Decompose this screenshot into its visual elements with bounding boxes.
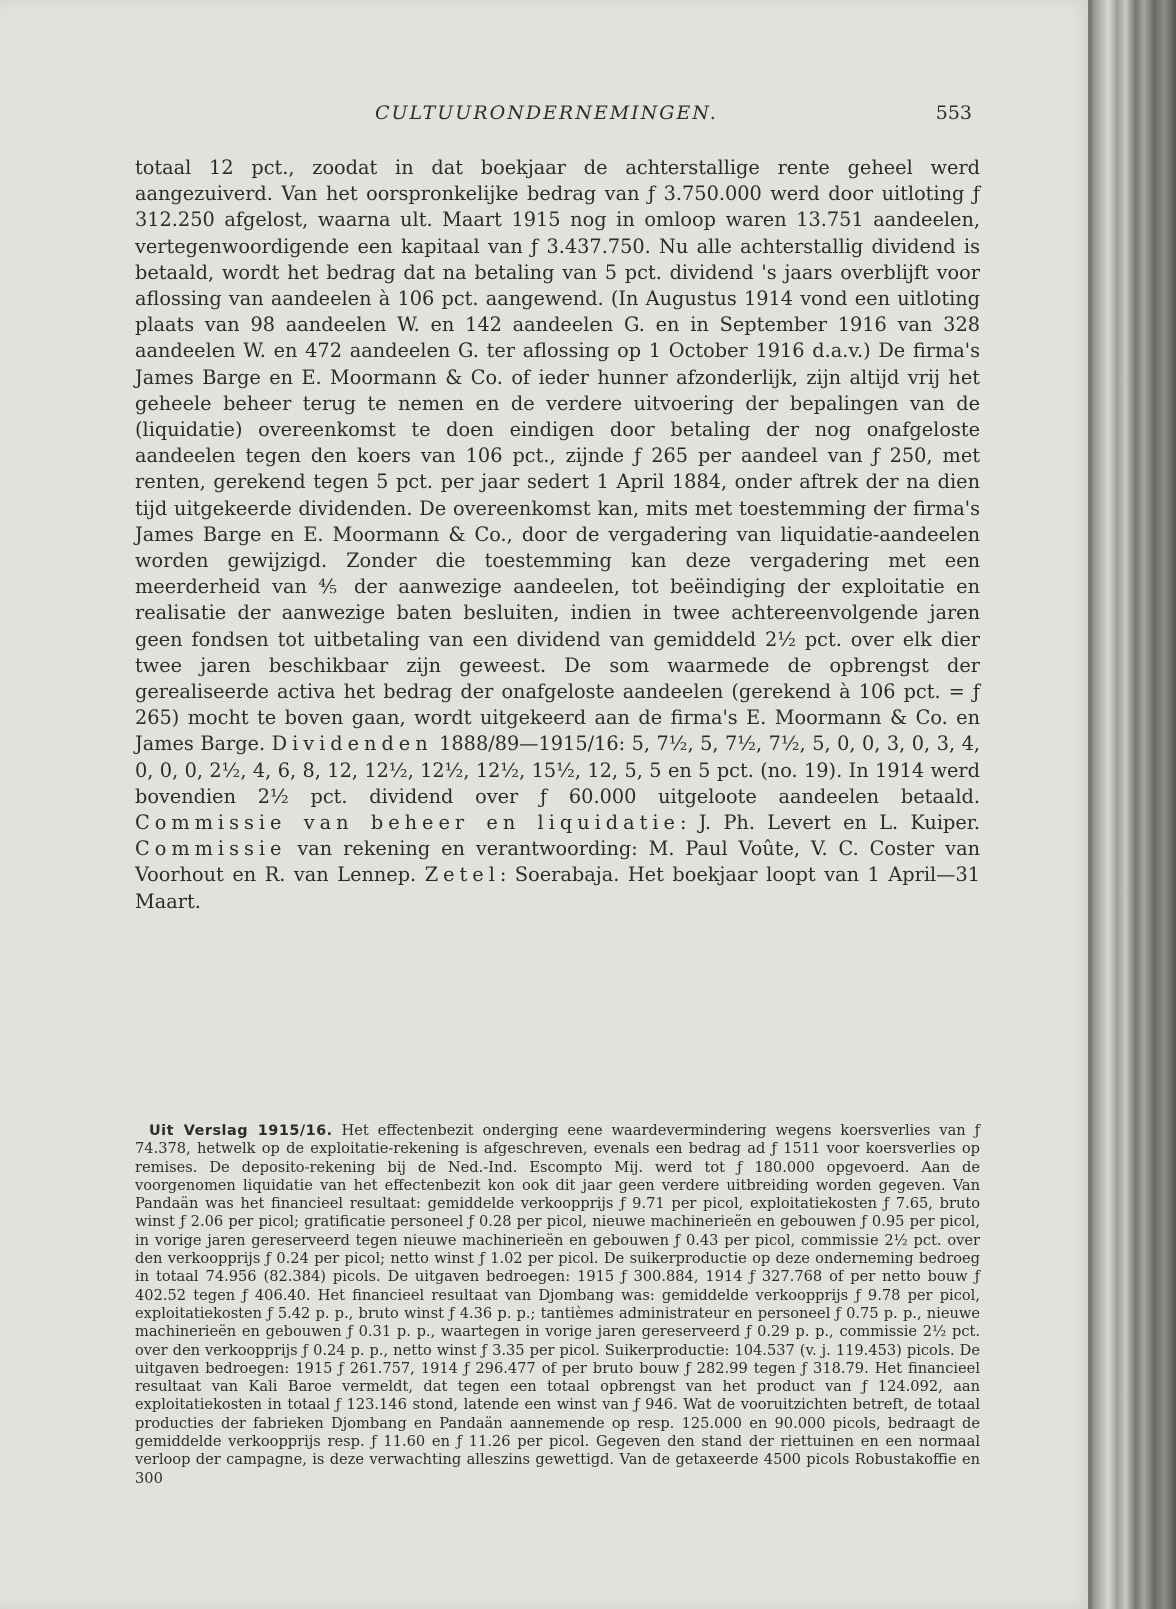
page-number: 553 [935,102,972,124]
label-commissie-beheer: Commissie van beheer en liquidatie [135,811,680,835]
verslag-paragraph [135,1122,980,1488]
label-zetel: Zetel [424,863,500,887]
verslag-text: Het effectenbezit onderging eene waardevermindering wegens koersverlies van ƒ 74.378, hetwelk op de exploitatie-rekening is afgeschreven, evenals een bedrag ad ƒ 1511 voor koersverlies op remises. De deposito-rekening bij de Ned.-Ind. Escompto Mij. werd tot ƒ 180.000 opgevoerd. Aan de voorgenomen liquidatie van het effectenbezit kon ook dit jaar geen verdere uitbreiding worden gegeven. Van Pandaän was het financieel resultaat: gemiddelde verkoopprijs ƒ 9.71 per picol, exploitatiekosten ƒ 7.65, bruto winst ƒ 2.06 per picol; gratificatie personeel ƒ 0.28 per picol, nieuwe machinerieën en gebouwen ƒ 0.95 per picol, in vorige jaren gereserveerd tegen nieuwe machinerieën en gebouwen ƒ 0.43 per picol, commissie 2½ pct. over den verkoopprijs ƒ 0.24 per picol; netto winst ƒ 1.02 per picol. De suikerproductie op deze onderneming bedroeg in totaal 74.956 (82.384) picols. De uitgaven bedroegen: 1915 ƒ 300.884, 1914 ƒ 327.768 of per netto bouw ƒ 402.52 tegen ƒ 406.40. Het financieel resultaat van Djombang was: gemiddelde verkoopprijs ƒ 9.78 per picol, exploitatiekosten ƒ 5.42 p. p., bruto winst ƒ 4.36 p. p.; tantièmes administrateur en personeel ƒ 0.75 p. p., nieuwe machinerieën en gebouwen ƒ 0.31 p. p., waartegen in vorige jaren gereserveerd ƒ 0.29 p. p., commissie 2½ pct. over den verkoopprijs ƒ 0.24 p. p., netto winst ƒ 3.35 per picol. Suikerproductie: 104.537 (v. j. 119.453) picols. De uitgaven bedroegen: 1915 ƒ 261.757, 1914 ƒ 296.477 of per bruto bouw ƒ 282.99 tegen ƒ 318.79. Het financieel resultaat van Kali Baroe vermeldt, dat tegen een totaal opbrengst van het product van ƒ 124.092, aan exploitatiekosten in totaal ƒ 123.146 stond, latende een winst van ƒ 946. Wat de vooruitzichten betreft, de totaal producties der fabrieken Djombang en Pandaän aannemende op resp. 125.000 en 90.000 picols, bedraagt de gemiddelde verkoopprijs resp. ƒ 11.60 en ƒ 11.26 per picol. Gegeven den stand der riettuinen en een normaal verloop der campagne, is deze verwachting alleszins gewettigd. Van de getaxeerde 4500 picols Robustakoffie en 300 [135,1122,980,1487]
verslag-label: Uit Verslag 1915/16. [149,1123,333,1139]
text-part-3: : J. Ph. Levert en L. Kuiper. [679,811,980,835]
verslag-section [135,1122,980,1488]
running-head: CULTUURONDERNEMINGEN. [375,102,718,124]
text-part-4: van rekening en verantwoording: M. Paul Voûte, V. C. Coster van Voorhout en R. van Lennep. [135,837,980,887]
page-header [135,102,980,132]
book-spine [1092,0,1176,1609]
text-part-1: totaal 12 pct., zoodat in dat boekjaar de achterstallige rente geheel werd aangezuiverd. Van het oorspronkelijke bedrag van ƒ 3.750.000 werd door uitloting ƒ 312.250 afgelost, waarna ult. Maart 1915 nog in omloop waren 13.751 aandeelen, vertegenwoordigende een kapitaal van ƒ 3.437.750. Nu alle achterstallig dividend is betaald, wordt het bedrag dat na betaling van 5 pct. dividend 's jaars overblijft voor aflossing van aandeelen à 106 pct. aangewend. (In Augustus 1914 vond een uitloting plaats van 98 aandeelen W. en 142 aandeelen G. en in September 1916 van 328 aandeelen W. en 472 aandeelen G. ter aflossing op 1 October 1916 d.a.v.) De firma's James Barge en E. Moormann & Co. of ieder hunner afzonderlijk, zijn altijd vrij het geheele beheer terug te nemen en de verdere uitvoering der bepalingen van de (liquidatie) overeenkomst te doen eindigen door betaling der nog onafgeloste aandeelen tegen den koers van 106 pct., zijnde ƒ 265 per aandeel van ƒ 250, met renten, gerekend tegen 5 pct. per jaar sedert 1 April 1884, onder aftrek der na dien tijd uitgekeerde dividenden. De overeenkomst kan, mits met toestemming der firma's James Barge en E. Moormann & Co., door de vergadering van liquidatie-aandeelen worden gewijzigd. Zonder die toestemming kan deze vergadering met een meerderheid van ⅘ der aanwezige aandeelen, tot beëindiging der exploitatie en realisatie der aanwezige baten besluiten, indien in twee achtereenvolgende jaren geen fondsen tot uitbetaling van een dividend van gemiddeld 2½ pct. over elk dier twee jaren beschikbaar zijn geweest. De som waarmede de opbrengst der gerealiseerde activa het bedrag der onafgeloste aandeelen (gerekend à 106 pct. = ƒ 265) mocht te boven gaan, wordt uitgekeerd aan de firma's E. Moormann & Co. en James Barge. [135,156,980,756]
label-commissie-rekening: Commissie [135,837,287,861]
label-dividenden: Dividenden [271,732,433,756]
text-part-5: : Soerabaja. Het boekjaar loopt van 1 April—31 Maart. [135,863,980,913]
main-body-text [135,155,980,915]
main-paragraph [135,155,980,915]
text-part-2: 1888/89—1915/16: 5, 7½, 5, 7½, 7½, 5, 0, 0, 3, 0, 3, 4, 0, 0, 0, 2½, 4, 6, 8, 12, 12½, 12½, 12½, 15½, 12, 5, 5 en 5 pct. (no. 19). In 1914 werd bovendien 2½ pct. dividend over ƒ 60.000 uitgeloote aandeelen betaald. [135,732,980,808]
